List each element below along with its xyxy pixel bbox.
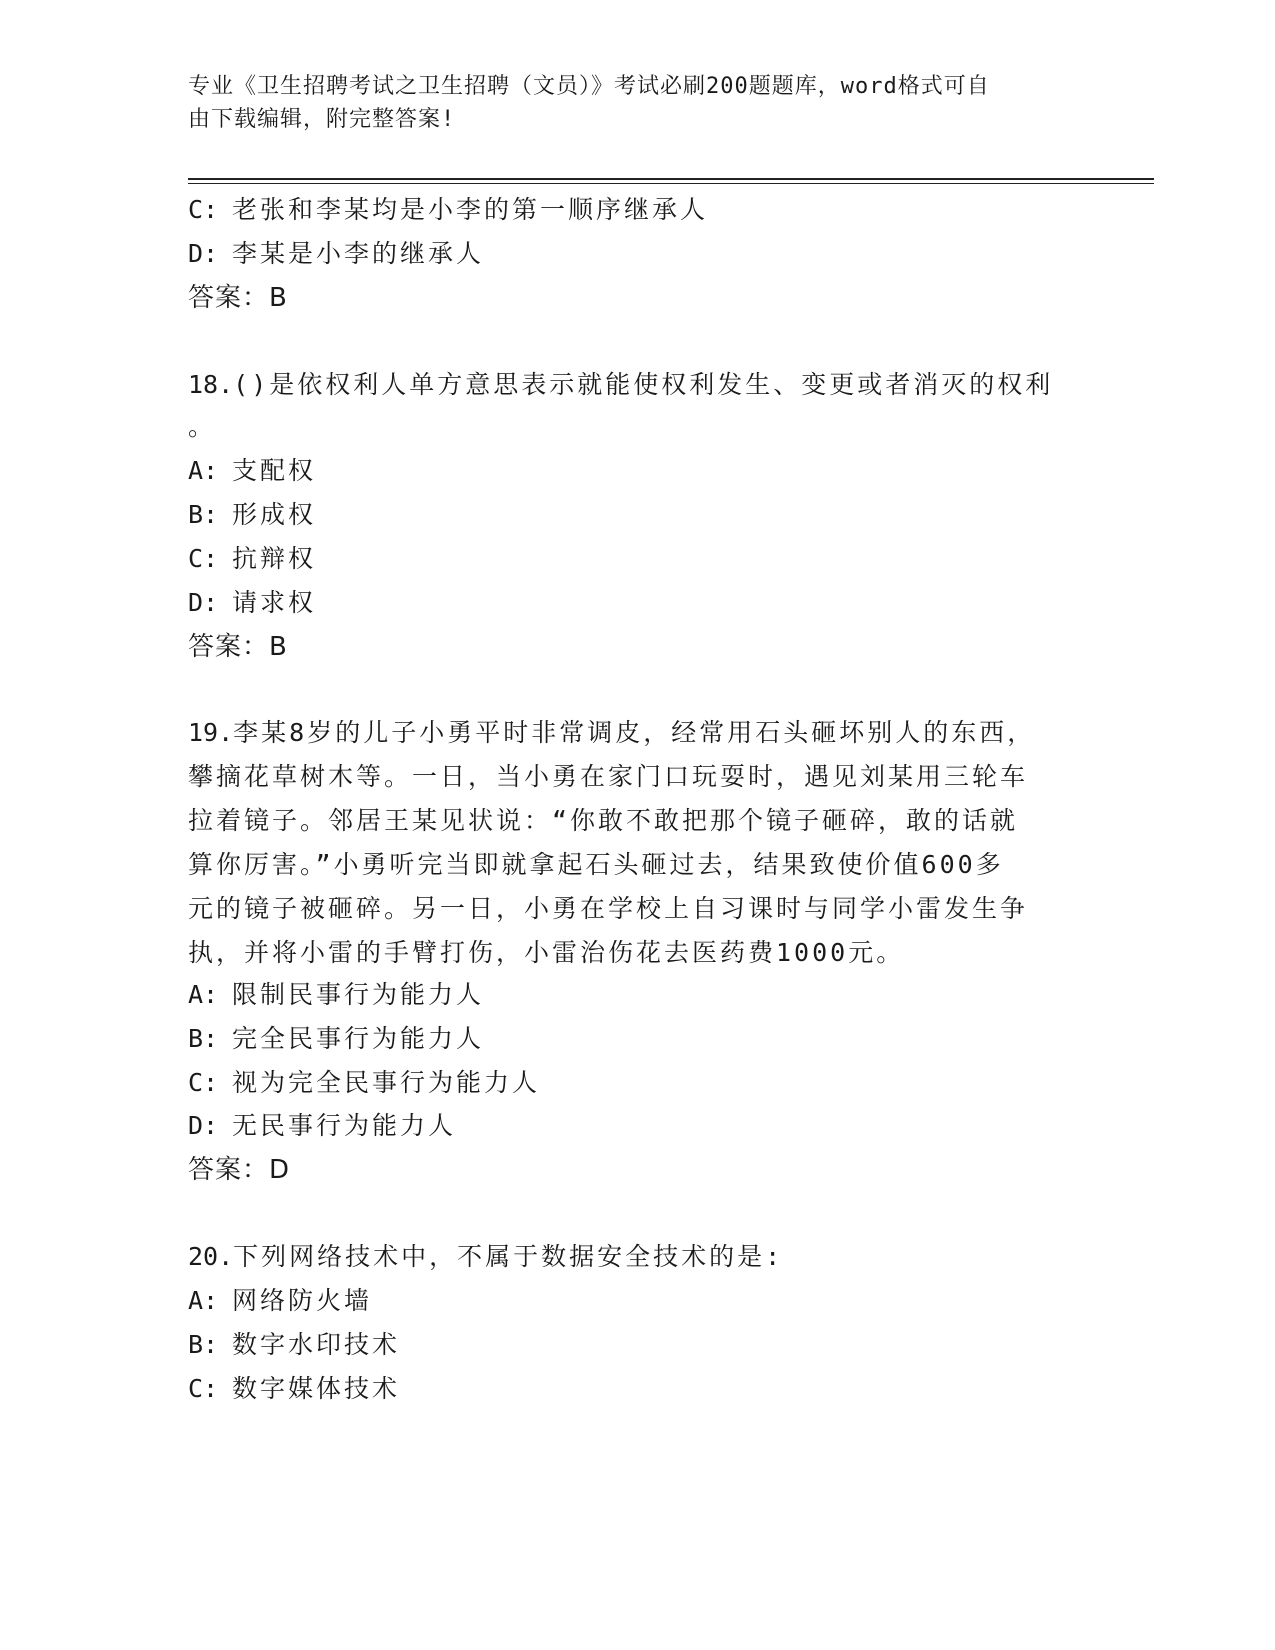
option-text: 形成权 <box>232 500 317 529</box>
option-label: D: <box>188 1111 219 1140</box>
question-19-stem-line: 拉着镜子。邻居王某见状说：“你敢不敢把那个镜子砸碎，敢的话就 <box>188 806 1019 835</box>
option-text: 抗辩权 <box>232 544 317 573</box>
option-a <box>188 980 484 1010</box>
option-text: 网络防火墙 <box>232 1286 373 1315</box>
question-18-stem-cont: 。 <box>188 412 217 441</box>
option-label: C: <box>188 1374 219 1403</box>
question-number: 20. <box>188 1242 234 1271</box>
option-label: B: <box>188 500 219 529</box>
option-text: 无民事行为能力人 <box>232 1111 457 1140</box>
option-label: C: <box>188 1068 219 1097</box>
option-a <box>188 1286 372 1316</box>
option-label: A: <box>188 980 219 1009</box>
document-header <box>188 70 1088 136</box>
option-b <box>188 1024 484 1054</box>
header-divider-thick <box>188 178 1154 180</box>
header-line-1: 专业《卫生招聘考试之卫生招聘（文员）》考试必刷200题题库，word格式可自 <box>188 74 990 99</box>
option-c <box>188 195 708 225</box>
option-text: 限制民事行为能力人 <box>232 980 485 1009</box>
question-19-stem-line: 算你厉害。”小勇听完当即就拿起石头砸过去，结果致使价值600多 <box>188 850 1004 879</box>
option-label: D: <box>188 588 219 617</box>
option-b <box>188 500 316 530</box>
answer: 答案：B <box>188 632 288 662</box>
option-d <box>188 239 484 269</box>
option-b <box>188 1330 400 1360</box>
question-20-stem <box>188 1242 783 1272</box>
option-text: 老张和李某均是小李的第一顺序继承人 <box>232 195 709 224</box>
question-text: ()是依权利人单方意思表示就能使权利发生、变更或者消灭的权利 <box>233 370 1054 399</box>
option-label: B: <box>188 1024 219 1053</box>
option-label: C: <box>188 195 219 224</box>
answer: 答案：B <box>188 283 288 313</box>
option-label: B: <box>188 1330 219 1359</box>
option-text: 完全民事行为能力人 <box>232 1024 485 1053</box>
option-text: 视为完全民事行为能力人 <box>232 1068 541 1097</box>
question-19-stem-line: 元的镜子被砸碎。另一日，小勇在学校上自习课时与同学小雷发生争 <box>188 894 1029 923</box>
question-text: 下列网络技术中，不属于数据安全技术的是: <box>233 1242 784 1271</box>
header-divider-thin <box>188 183 1154 184</box>
answer: 答案：D <box>188 1155 291 1185</box>
option-text: 数字水印技术 <box>232 1330 401 1359</box>
option-c <box>188 544 316 574</box>
question-19-stem-line: 攀摘花草树木等。一日，当小勇在家门口玩耍时，遇见刘某用三轮车 <box>188 762 1029 791</box>
option-label: A: <box>188 1286 219 1315</box>
question-19-stem <box>188 718 1035 748</box>
option-c <box>188 1068 540 1098</box>
option-a <box>188 456 316 486</box>
header-line-2: 由下载编辑，附完整答案! <box>188 107 456 132</box>
option-label: A: <box>188 456 219 485</box>
question-number: 18. <box>188 370 234 399</box>
option-label: D: <box>188 239 219 268</box>
option-text: 支配权 <box>232 456 317 485</box>
option-text: 李某是小李的继承人 <box>232 239 485 268</box>
question-number: 19. <box>188 718 234 747</box>
question-19-stem-line: 执，并将小雷的手臂打伤，小雷治伤花去医药费1000元。 <box>188 938 905 967</box>
option-d <box>188 1111 456 1141</box>
option-c <box>188 1374 400 1404</box>
option-d <box>188 588 316 618</box>
option-text: 数字媒体技术 <box>232 1374 401 1403</box>
question-text: 李某8岁的儿子小勇平时非常调皮，经常用石头砸坏别人的东西， <box>233 718 1036 747</box>
option-text: 请求权 <box>232 588 317 617</box>
option-label: C: <box>188 544 219 573</box>
question-18-stem <box>188 370 1053 400</box>
